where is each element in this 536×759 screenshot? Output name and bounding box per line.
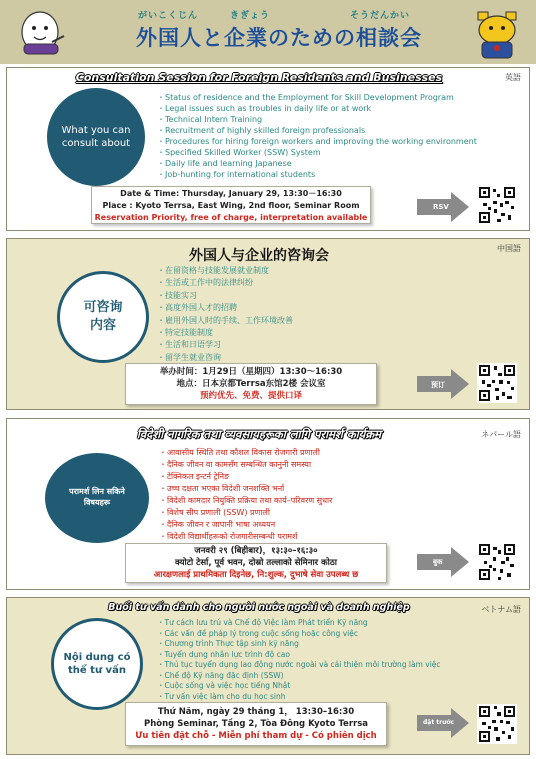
list-item: ・ Recruitment of highly skilled foreign professionals: [157, 125, 477, 136]
event-notes: 预约优先、免费、提供口译: [199, 391, 302, 401]
language-label: 中国語: [497, 244, 521, 253]
arrow-icon: [417, 547, 469, 577]
list-item: ・ Cuộc sống và việc học tiếng Nhật: [157, 681, 441, 692]
event-notes: Ưu tiên đặt chỗ - Miễn phí tham dự - Có phiên dịch: [135, 731, 377, 741]
list-item: ・ Các vấn đề pháp lý trong cuộc sống hoặc công việc: [157, 629, 441, 640]
list-item: ・ 在留资格与技能发展就业制度: [157, 265, 293, 277]
consult-topics-circle: [45, 453, 149, 543]
reserve-label: RSV: [433, 203, 449, 211]
list-item: ・ 生活和日语学习: [157, 339, 293, 351]
circle-label: What you can consult about: [61, 124, 131, 149]
topics-list: [157, 92, 477, 180]
page-title: 外国人と企業のための相談会: [136, 26, 422, 50]
list-item: ・ Tư cách lưu trú và Chế độ Việc làm Phát triển Kỹ năng: [157, 618, 441, 629]
section-english: [6, 67, 530, 231]
list-item: ・ Chế độ Kỹ năng đặc định (SSW): [157, 671, 441, 682]
qr-code-icon[interactable]: [477, 363, 517, 403]
section-heading: Buổi tư vấn dành cho người nước ngoài và doanh nghiệp: [108, 602, 410, 613]
event-info-box: [125, 543, 387, 583]
reserve-label: बुक: [433, 558, 443, 566]
event-info-box: [125, 363, 377, 405]
reserve-label: 预订: [431, 381, 445, 389]
list-item: ・ 雇用外国人时的手续、工作环境改善: [157, 315, 293, 327]
section-heading: विदेशी नागरिक तथा व्यवसायहरूका लागि परामर्श कार्यक्रम: [136, 427, 382, 441]
list-item: ・ Specified Skilled Worker (SSW) System: [157, 147, 477, 158]
consult-topics-circle: [57, 271, 149, 363]
section-heading: Consultation Session for Foreign Residents and Businesses: [75, 71, 443, 84]
list-item: ・ उच्च दक्षता भएका विदेशी जनशक्ति भर्ना: [159, 483, 332, 495]
list-item: ・ Status of residence and the Employment for Skill Development Program: [157, 92, 477, 103]
event-place: क्योटो टेर्सा, पूर्व भवन, दोस्रो तल्लाको सेमिनार कोठा: [175, 558, 337, 568]
section-nepali: [6, 418, 530, 590]
event-place: Phòng Seminar, Tầng 2, Tòa Đông Kyoto Terrsa: [143, 719, 368, 729]
qr-code-icon[interactable]: [477, 704, 517, 744]
list-item: ・ 技能实习: [157, 290, 293, 302]
list-item: ・ आवासीय स्थिति तथा कौशल विकास रोजगारी प्रणाली: [159, 447, 332, 459]
ruby-soudankai: そうだんかい: [350, 11, 411, 21]
list-item: ・ विदेशी विद्यार्थीहरूको रोजगारीसम्बन्धी परामर्श: [159, 531, 332, 543]
consult-topics-circle: [47, 88, 145, 186]
list-item: ・ Thủ tục tuyển dụng lao động nước ngoài và cải thiện môi trường làm việc: [157, 660, 441, 671]
qr-code-icon[interactable]: [477, 542, 517, 582]
list-item: ・ Tư vấn việc làm cho du học sinh: [157, 692, 441, 703]
list-item: ・ 生活或工作中的法律纠纷: [157, 277, 293, 289]
event-datetime: Date & Time: Thursday, January 29, 13:30－16:30: [120, 189, 342, 198]
event-place: Place : Kyoto Terrsa, East Wing, 2nd floor, Seminar Room: [102, 201, 360, 210]
list-item: ・ Technical Intern Training: [157, 114, 477, 125]
language-label: ベトナム語: [481, 605, 521, 614]
mascot-left-icon: [16, 8, 68, 60]
qr-code-icon[interactable]: [477, 185, 517, 225]
event-notes: Reservation Priority, free of charge, interpretation available: [94, 213, 368, 222]
language-label: ネパール語: [481, 430, 521, 439]
circle-label: 可咨询 内容: [83, 300, 123, 333]
mascot-right-icon: [470, 6, 526, 62]
event-datetime: 举办时间：1月29日（星期四）13:30～16:30: [159, 367, 343, 377]
section-heading: 外国人与企业的咨询会: [189, 248, 329, 264]
topics-list: [157, 618, 441, 702]
list-item: ・ 特定技能制度: [157, 327, 293, 339]
list-item: ・ दैनिक जीवन वा कामसँग सम्बन्धित कानुनी समस्या: [159, 459, 332, 471]
list-item: ・ Job-hunting for international students: [157, 169, 477, 180]
section-chinese: [6, 238, 530, 410]
event-datetime: जनवरी २९ (बिहीबार)，१३:३०–१६:३०: [194, 546, 318, 556]
list-item: ・ टेक्निकल इन्टर्न ट्रेनिङ: [159, 471, 332, 483]
list-item: ・ Procedures for hiring foreign workers and improving the working environment: [157, 136, 477, 147]
event-place: 地点：日本京都Terrsa东馆2楼 会议室: [176, 379, 326, 389]
ruby-kigyou: きぎょう: [230, 11, 271, 21]
event-datetime: Thứ Năm, ngày 29 tháng 1， 13:30–16:30: [157, 707, 355, 717]
circle-label: Nội dung có thể tư vấn: [63, 651, 131, 676]
list-item: ・ विदेशी कामदार नियुक्ति प्रक्रिया तथा कार्य–परिवरण सुधार: [159, 495, 332, 507]
list-item: ・ विशेष सीप प्रणाली (SSW) प्रणाली: [159, 507, 332, 519]
list-item: ・ 高度外国人才的招聘: [157, 302, 293, 314]
consult-topics-circle: [51, 618, 143, 710]
language-label: 英語: [505, 73, 521, 82]
list-item: ・ 留学生就业咨询: [157, 352, 293, 364]
event-info-box: [91, 186, 371, 224]
list-item: ・ Chương trình Thực tập sinh kỹ năng: [157, 639, 441, 650]
list-item: ・ Tuyển dụng nhân lực trình độ cao: [157, 650, 441, 661]
list-item: ・ Legal issues such as troubles in daily life or at work: [157, 103, 477, 114]
event-notes: आरक्षणलाई प्राथमिकता दिइनेछ, नि:शुल्क, दुभाषे सेवा उपलब्ध छ: [153, 570, 359, 580]
list-item: ・ दैनिक जीवन र जापानी भाषा अध्ययन: [159, 519, 332, 531]
ruby-gaikokujin: がいこくじん: [138, 11, 199, 21]
list-item: ・ Daily life and learning Japanese: [157, 158, 477, 169]
circle-label: परामर्श लिन सकिने विषयहरू: [69, 487, 125, 507]
section-vietnamese: [6, 597, 530, 755]
event-info-box: [125, 702, 387, 746]
topics-list: [157, 265, 293, 364]
reserve-label: đặt trước: [423, 719, 455, 726]
topics-list: [159, 447, 332, 543]
